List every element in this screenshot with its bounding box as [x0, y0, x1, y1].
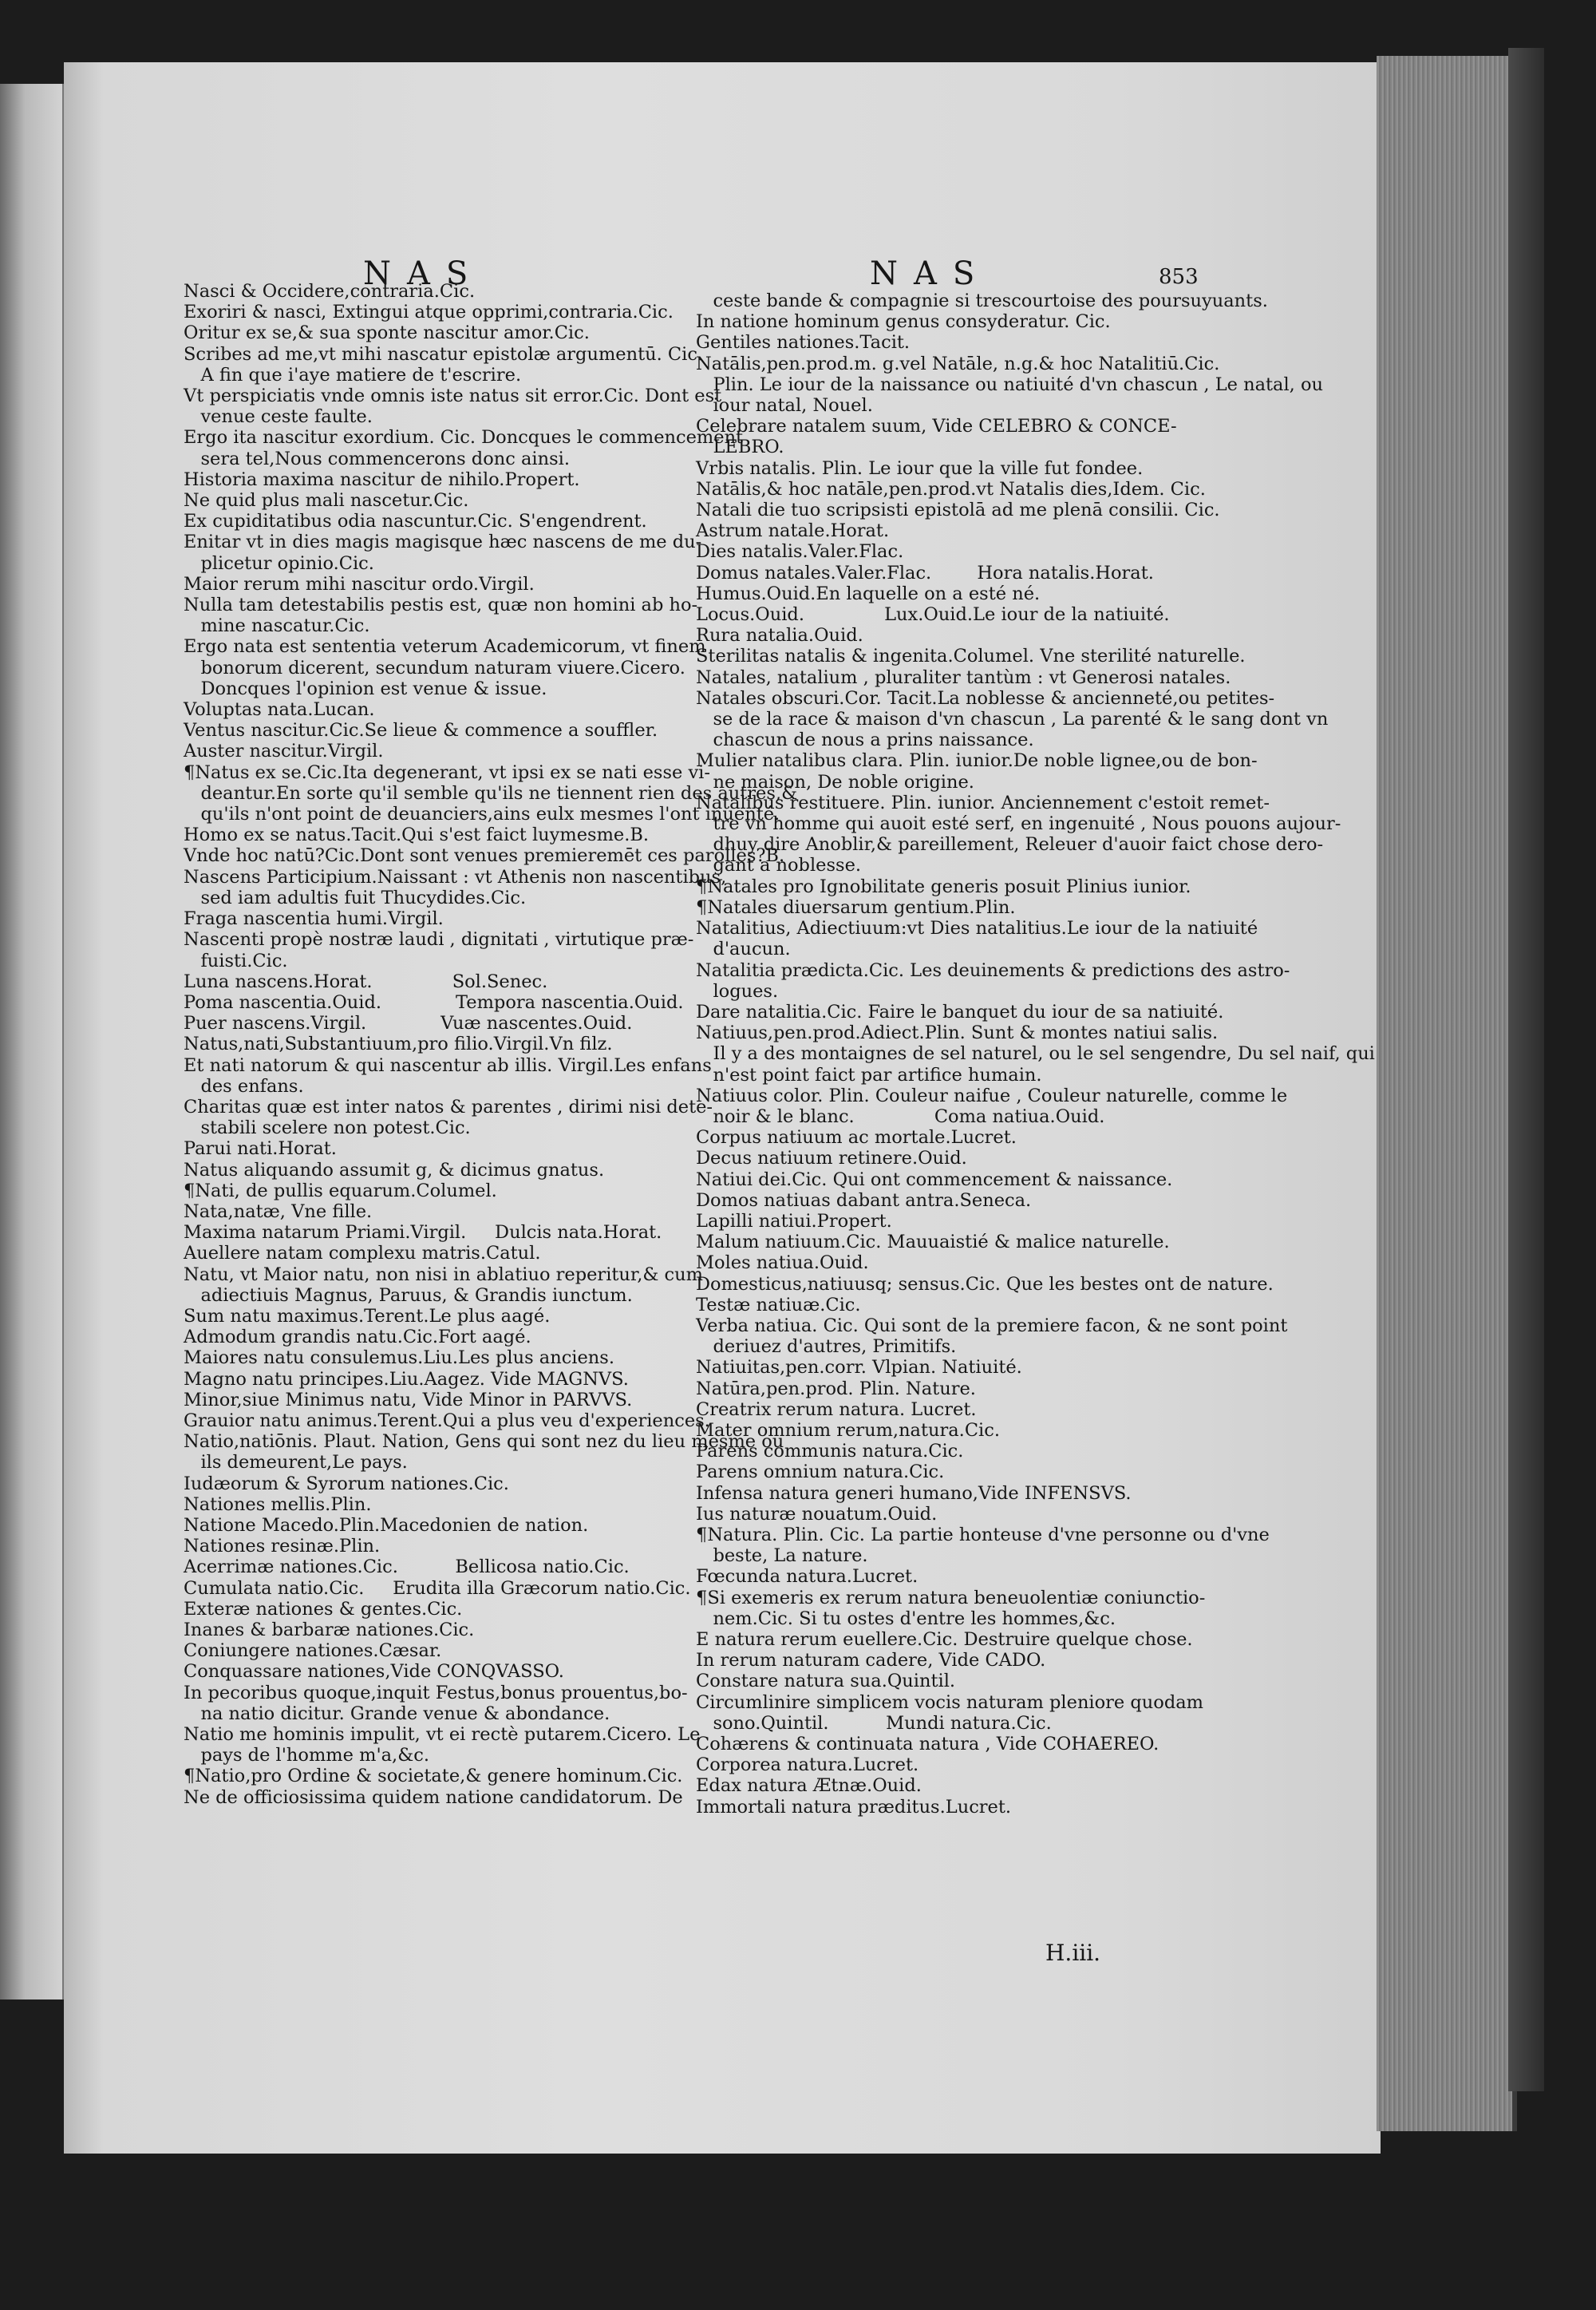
dictionary-line: Dare natalitia.Cic. Faire le banquet du iour de sa natiuité.	[696, 1001, 1224, 1022]
dictionary-line: Natalitia prædicta.Cic. Les deuinements & predictions des astro-	[696, 959, 1290, 981]
dictionary-line: In rerum naturam cadere, Vide CADO.	[696, 1650, 1046, 1671]
dictionary-line: Locus.Ouid. Lux.Ouid.Le iour de la natiuité.	[696, 604, 1170, 626]
dictionary-line: Plin. Le iour de la naissance ou natiuité d'vn chascun , Le natal, ou	[696, 374, 1324, 395]
dictionary-line: Luna nascens.Horat. Sol.Senec.	[184, 971, 548, 992]
dictionary-line: pays de l'homme m'a,&c.	[184, 1745, 429, 1766]
dictionary-line: A fin que i'aye matiere de t'escrire.	[184, 364, 522, 386]
dictionary-line: Infensa natura generi humano,Vide INFENSVS.	[696, 1482, 1132, 1504]
dictionary-line: Natiuitas,pen.corr. Vlpian. Natiuité.	[696, 1357, 1022, 1378]
dictionary-line: E natura rerum euellere.Cic. Destruire quelque chose.	[696, 1629, 1193, 1650]
dictionary-line: Maior rerum mihi nascitur ordo.Virgil.	[184, 573, 535, 595]
dictionary-line: In natione hominum genus consyderatur. Cic.	[696, 311, 1111, 333]
dictionary-line: Inanes & barbaræ nationes.Cic.	[184, 1620, 475, 1640]
dictionary-line: logues.	[696, 980, 779, 1002]
dictionary-line: Celebrare natalem suum, Vide CELEBRO & CONCE-	[696, 416, 1177, 437]
dictionary-line: sono.Quintil. Mundi natura.Cic.	[696, 1712, 1052, 1734]
right-column	[696, 291, 1375, 1818]
dictionary-line: Humus.Ouid.En laquelle on a esté né.	[696, 583, 1041, 604]
dictionary-line: se de la race & maison d'vn chascun , La parenté & le sang dont vn	[696, 709, 1329, 730]
dictionary-line: Constare natura sua.Quintil.	[696, 1671, 956, 1692]
dictionary-line: Historia maxima nascitur de nihilo.Propert.	[184, 469, 580, 490]
dictionary-line: Natūra,pen.prod. Plin. Nature.	[696, 1378, 976, 1399]
dictionary-line: ¶Si exemeris ex rerum natura beneuolentiæ coniunctio-	[696, 1587, 1206, 1608]
dictionary-line: mine nascatur.Cic.	[184, 615, 370, 637]
dictionary-line: Gentiles nationes.Tacit.	[696, 332, 911, 354]
dictionary-line: venue ceste faulte.	[184, 406, 373, 428]
dictionary-line: Lapilli natiui.Propert.	[696, 1210, 892, 1232]
dictionary-line: adiectiuis Magnus, Paruus, & Grandis iunctum.	[184, 1284, 633, 1306]
dictionary-line: Natali die tuo scripsisti epistolā ad me plenā consilii. Cic.	[696, 500, 1220, 521]
dictionary-line: Exteræ nationes & gentes.Cic.	[184, 1598, 463, 1620]
dictionary-line: Natales obscuri.Cor. Tacit.La noblesse & ancienneté,ou petites-	[696, 687, 1275, 709]
dictionary-line: Sum natu maximus.Terent.Le plus aagé.	[184, 1305, 551, 1327]
dictionary-line: LEBRO.	[696, 437, 784, 458]
dictionary-line: chascun de nous a prins naissance.	[696, 730, 1034, 751]
dictionary-line: sed iam adultis fuit Thucydides.Cic.	[184, 887, 527, 908]
dictionary-line: Natus,nati,Substantiuum,pro filio.Virgil.Vn filz.	[184, 1034, 613, 1055]
dictionary-line: des enfans.	[184, 1075, 304, 1097]
dictionary-line: Doncques l'opinion est venue & issue.	[184, 678, 547, 699]
dictionary-line: Cohærens & continuata natura , Vide COHAEREO.	[696, 1734, 1159, 1755]
dictionary-line: Natus aliquando assumit g, & dicimus gnatus.	[184, 1159, 605, 1181]
dictionary-line: nem.Cic. Si tu ostes d'entre les hommes,&c.	[696, 1608, 1116, 1629]
dictionary-line: Nationes resinæ.Plin.	[184, 1536, 381, 1557]
dictionary-line: Voluptas nata.Lucan.	[184, 699, 375, 721]
dictionary-line: ¶Natio,pro Ordine & societate,& genere hominum.Cic.	[184, 1766, 683, 1787]
dictionary-line: Vrbis natalis. Plin. Le iour que la ville fut fondee.	[696, 457, 1144, 479]
dictionary-line: qu'ils n'ont point de deuanciers,ains eulx mesmes l'ont inuenté.	[184, 804, 780, 825]
page-number: 853	[1159, 265, 1199, 289]
dictionary-line: Exoriri & nasci, Extingui atque opprimi,contraria.Cic.	[184, 302, 674, 323]
dictionary-line: Maiores natu consulemus.Liu.Les plus anciens.	[184, 1347, 614, 1369]
running-head-left: NAS	[363, 255, 484, 292]
dictionary-line: Mulier natalibus clara. Plin. iunior.De noble lignee,ou de bon-	[696, 750, 1258, 772]
dictionary-line: Malum natiuum.Cic. Mauuaistié & malice naturelle.	[696, 1232, 1170, 1253]
dictionary-line: deriuez d'autres, Primitifs.	[696, 1336, 957, 1358]
dictionary-line: Fœcunda natura.Lucret.	[696, 1566, 918, 1588]
dictionary-line: Natalitius, Adiectiuum:vt Dies natalitius.Le iour de la natiuité	[696, 918, 1258, 939]
dictionary-line: Ne quid plus mali nascetur.Cic.	[184, 490, 469, 512]
dictionary-line: ceste bande & compagnie si trescourtoise des poursuyuants.	[696, 291, 1268, 311]
dictionary-line: Natalibus restituere. Plin. iunior. Anciennement c'estoit remet-	[696, 792, 1270, 813]
dictionary-line: Nata,natæ, Vne fille.	[184, 1200, 373, 1222]
dictionary-line: Parens omnium natura.Cic.	[696, 1462, 945, 1483]
dictionary-line: Natales, natalium , pluraliter tantùm : vt Generosi natales.	[696, 666, 1231, 688]
dictionary-line: Il y a des montaignes de sel naturel, ou le sel sengendre, Du sel naif, qui	[696, 1043, 1375, 1065]
dictionary-line: d'aucun.	[696, 939, 791, 960]
dictionary-line: Cumulata natio.Cic. Erudita illa Græcorum natio.Cic.	[184, 1577, 691, 1599]
dictionary-line: ¶Nati, de pullis equarum.Columel.	[184, 1180, 497, 1201]
dictionary-line: ils demeurent,Le pays.	[184, 1452, 408, 1473]
dictionary-line: Auellere natam complexu matris.Catul.	[184, 1243, 541, 1264]
dictionary-line: Coniungere nationes.Cæsar.	[184, 1640, 442, 1662]
dictionary-line: Dies natalis.Valer.Flac.	[696, 541, 904, 563]
page-stack-edge	[1377, 56, 1517, 2131]
dictionary-line: Acerrimæ nationes.Cic. Bellicosa natio.Cic.	[184, 1556, 630, 1578]
dictionary-line: Ex cupiditatibus odia nascuntur.Cic. S'engendrent.	[184, 511, 647, 532]
dictionary-line: Domos natiuas dabant antra.Seneca.	[696, 1189, 1032, 1211]
dictionary-line: fuisti.Cic.	[184, 950, 288, 971]
dictionary-line: Creatrix rerum natura. Lucret.	[696, 1398, 977, 1420]
dictionary-line: ¶Natales pro Ignobilitate generis posuit Plinius iunior.	[696, 876, 1191, 897]
dictionary-line: Nascenti propè nostræ laudi , dignitati , virtutique præ-	[184, 929, 694, 951]
dictionary-line: Nationes mellis.Plin.	[184, 1493, 372, 1515]
dictionary-line: Natu, vt Maior natu, non nisi in ablatiuo reperitur,& cum	[184, 1264, 703, 1285]
dictionary-line: Natio,natiōnis. Plaut. Nation, Gens qui sont nez du lieu mesme ou	[184, 1431, 784, 1453]
dictionary-line: Et nati natorum & qui nascentur ab illis. Virgil.Les enfans	[184, 1054, 712, 1076]
dictionary-line: Conquassare nationes,Vide CONQVASSO.	[184, 1661, 564, 1683]
dictionary-line: Astrum natale.Horat.	[696, 520, 890, 542]
dictionary-line: Ventus nascitur.Cic.Se lieue & commence a souffler.	[184, 720, 658, 742]
dictionary-line: Enitar vt in dies magis magisque hæc nascens de me du-	[184, 532, 702, 553]
dictionary-line: ¶Natura. Plin. Cic. La partie honteuse d'vne personne ou d'vne	[696, 1524, 1270, 1545]
dictionary-line: Fraga nascentia humi.Virgil.	[184, 908, 444, 930]
dictionary-line: Nulla tam detestabilis pestis est, quæ non homini ab ho-	[184, 595, 698, 616]
dictionary-line: bonorum dicerent, secundum naturam viuere.Cicero.	[184, 657, 685, 678]
dictionary-line: Ergo ita nascitur exordium. Cic. Doncques le commencement	[184, 427, 744, 449]
dictionary-line: Minor,siue Minimus natu, Vide Minor in PARVVS.	[184, 1389, 633, 1410]
book-cover-edge	[1508, 48, 1544, 2091]
dictionary-line: gant a noblesse.	[696, 855, 862, 876]
dictionary-line: ne maison, De noble origine.	[696, 771, 974, 793]
dictionary-line: Domesticus,natiuusq; sensus.Cic. Que les bestes ont de nature.	[696, 1273, 1274, 1295]
dictionary-line: dhuy dire Anoblir,& pareillement, Releuer d'auoir faict chose dero-	[696, 834, 1324, 856]
dictionary-line: Immortali natura præditus.Lucret.	[696, 1796, 1012, 1818]
dictionary-line: Natālis,& hoc natāle,pen.prod.vt Natalis dies,Idem. Cic.	[696, 478, 1206, 500]
dictionary-line: Oritur ex se,& sua sponte nascitur amor.Cic.	[184, 322, 590, 344]
dictionary-line: Vt perspiciatis vnde omnis iste natus sit error.Cic. Dont est	[184, 386, 722, 407]
dictionary-line: Corporea natura.Lucret.	[696, 1754, 919, 1776]
dictionary-line: tre vn homme qui auoit esté serf, en ingenuité , Nous pouons aujour-	[696, 813, 1341, 835]
dictionary-line: na natio dicitur. Grande venue & abondance.	[184, 1703, 610, 1724]
dictionary-line: Admodum grandis natu.Cic.Fort aagé.	[184, 1327, 531, 1348]
dictionary-line: noir & le blanc. Coma natiua.Ouid.	[696, 1106, 1105, 1127]
dictionary-line: sera tel,Nous commencerons donc ainsi.	[184, 448, 570, 469]
dictionary-line: Iudæorum & Syrorum nationes.Cic.	[184, 1473, 509, 1494]
dictionary-line: ¶Natales diuersarum gentium.Plin.	[696, 896, 1016, 918]
running-head-right: NAS	[870, 255, 991, 292]
dictionary-line: n'est point faict par artifice humain.	[696, 1064, 1042, 1086]
dictionary-line: Natiuus color. Plin. Couleur naifue , Couleur naturelle, comme le	[696, 1085, 1288, 1106]
dictionary-line: Charitas quæ est inter natos & parentes , dirimi nisi dete-	[184, 1096, 713, 1117]
dictionary-line: Homo ex se natus.Tacit.Qui s'est faict luymesme.B.	[184, 825, 650, 846]
dictionary-line: Natione Macedo.Plin.Macedonien de nation.	[184, 1514, 589, 1536]
dictionary-line: Natiui dei.Cic. Qui ont commencement & naissance.	[696, 1169, 1173, 1190]
dictionary-line: ¶Natus ex se.Cic.Ita degenerant, vt ipsi ex se nati esse vi-	[184, 761, 710, 783]
dictionary-line: Ne de officiosissima quidem natione candidatorum. De	[184, 1786, 683, 1808]
dictionary-line: Scribes ad me,vt mihi nascatur epistolæ argumentū. Cic.	[184, 343, 704, 365]
dictionary-line: Poma nascentia.Ouid. Tempora nascentia.Ouid.	[184, 991, 684, 1013]
dictionary-line: Nascens Participium.Naissant : vt Athenis non nascentibus,	[184, 866, 727, 888]
dictionary-line: Nasci & Occidere,contraria.Cic.	[184, 281, 476, 302]
dictionary-line: Testæ natiuæ.Cic.	[696, 1294, 861, 1315]
dictionary-line: Ius naturæ nouatum.Ouid.	[696, 1503, 938, 1525]
previous-page-edge	[0, 84, 64, 1999]
dictionary-line: Verba natiua. Cic. Qui sont de la premiere facon, & ne sont point	[696, 1315, 1288, 1336]
dictionary-line: Natālis,pen.prod.m. g.vel Natāle, n.g.& hoc Natalitiū.Cic.	[696, 353, 1220, 374]
dictionary-line: Sterilitas natalis & ingenita.Columel. Vne sterilité naturelle.	[696, 646, 1246, 667]
dictionary-line: Ergo nata est sententia veterum Academicorum, vt finem	[184, 636, 706, 658]
dictionary-line: Edax natura Ætnæ.Ouid.	[696, 1775, 922, 1797]
dictionary-line: Rura natalia.Ouid.	[696, 625, 863, 647]
dictionary-line: Natiuus,pen.prod.Adiect.Plin. Sunt & montes natiui salis.	[696, 1022, 1219, 1044]
dictionary-line: Circumlinire simplicem vocis naturam pleniore quodam	[696, 1691, 1203, 1713]
dictionary-line: Vnde hoc natū?Cic.Dont sont venues premieremēt ces parolles?B.	[184, 845, 785, 867]
dictionary-line: Grauior natu animus.Terent.Qui a plus veu d'experiences.	[184, 1410, 710, 1431]
dictionary-line: Decus natiuum retinere.Ouid.	[696, 1148, 967, 1169]
dictionary-line: beste, La nature.	[696, 1545, 868, 1567]
folio-signature: H.iii.	[1045, 1940, 1101, 1966]
dictionary-line: Auster nascitur.Virgil.	[184, 741, 384, 762]
dictionary-line: Moles natiua.Ouid.	[696, 1252, 869, 1274]
dictionary-line: Magno natu principes.Liu.Aagez. Vide MAGNVS.	[184, 1368, 629, 1390]
dictionary-line: Parui nati.Horat.	[184, 1138, 337, 1160]
dictionary-line: Natio me hominis impulit, vt ei rectè putarem.Cicero. Le	[184, 1724, 701, 1746]
dictionary-line: Puer nascens.Virgil. Vuæ nascentes.Ouid.	[184, 1013, 633, 1034]
dictionary-line: Domus natales.Valer.Flac. Hora natalis.Horat.	[696, 562, 1154, 583]
dictionary-line: Corpus natiuum ac mortale.Lucret.	[696, 1127, 1017, 1149]
dictionary-line: stabili scelere non potest.Cic.	[184, 1117, 471, 1139]
dictionary-line: Mater omnium rerum,natura.Cic.	[696, 1419, 1000, 1441]
dictionary-line: iour natal, Nouel.	[696, 395, 873, 417]
dictionary-line: Parens communis natura.Cic.	[696, 1441, 964, 1462]
dictionary-line: Maxima natarum Priami.Virgil. Dulcis nata.Horat.	[184, 1222, 662, 1244]
dictionary-line: In pecoribus quoque,inquit Festus,bonus prouentus,bo-	[184, 1682, 688, 1703]
dictionary-line: plicetur opinio.Cic.	[184, 552, 374, 574]
dictionary-line: deantur.En sorte qu'il semble qu'ils ne tiennent rien des autres,&	[184, 782, 798, 804]
